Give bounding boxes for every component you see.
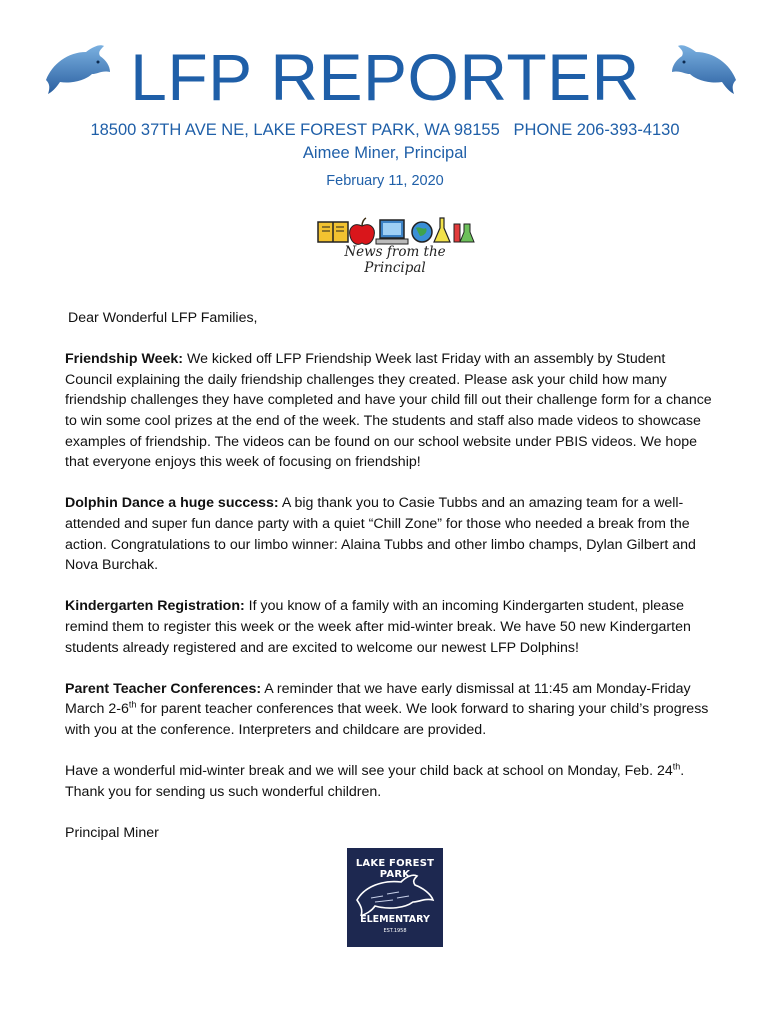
book-icon: [318, 222, 348, 242]
section-heading: Parent Teacher Conferences:: [65, 680, 262, 697]
section-friendship-week: [65, 349, 715, 473]
logo-est-text: EST.1958: [383, 928, 407, 934]
principal-name: Aimee Miner, Principal: [302, 144, 468, 162]
section-kindergarten-registration: [65, 596, 715, 658]
section-body: We kicked off LFP Friendship Week last Friday with an assembly by Student Council explaining the daily friendship challenges they created. Please ask your child how many friendship challenges they have completed and have your child fill out their challenge form for a chance to win some cool prizes at the end of the week. The students and staff also made videos to showcase examples of friendship. The videos can be found on our school website under PBIS videos. We hope that everyone enjoys this week of focusing on friendship!: [65, 351, 712, 471]
logo-bottom-text: ELEMENTARY: [360, 914, 430, 925]
globe-icon: [412, 222, 432, 242]
section-dolphin-dance: [65, 493, 715, 575]
logo-top-text: LAKE FOREST PARK: [355, 858, 435, 880]
ordinal-suffix: th: [128, 699, 137, 710]
section-body-cont: for parent teacher conferences that week. We look forward to sharing your child’s progress with you at the conference. Interpreters and childcare are provided.: [65, 701, 709, 738]
ordinal-suffix: th: [672, 761, 681, 772]
school-address: 18500 37TH AVE NE, LAKE FOREST PARK, WA 98155 PHONE 206-393-4130: [90, 121, 680, 139]
salutation: Dear Wonderful LFP Families,: [68, 310, 258, 326]
section-body: If you know of a family with an incoming Kindergarten student, please remind them to register this week or the week after mid-winter break. We have 50 new Kindergarten students already registered and are excited to welcome our newest LFP Dolphins!: [65, 598, 691, 656]
closing-text: Have a wonderful mid-winter break and we will see your child back at school on Monday, Feb. 24: [65, 763, 673, 780]
computer-icon: [376, 220, 408, 244]
section-body: A reminder that we have early dismissal at 11:45 am Monday-Friday March 2-6: [65, 680, 691, 718]
dolphin-icon: [353, 872, 437, 916]
closing-paragraph: [65, 761, 715, 802]
newsletter-title: LFP REPORTER: [130, 40, 640, 114]
signature: Principal Miner: [65, 824, 159, 841]
section-heading: Friendship Week:: [65, 351, 183, 368]
flask-icon: [434, 218, 474, 242]
section-body: A big thank you to Casie Tubbs and an amazing team for a well-attended and super fun dance party with a quiet “Chill Zone” for those who needed a break from the action. Congratulations to our limbo winner: Alaina Tubbs and other limbo champs, Dylan Gilbert and Nova Burchak.: [65, 495, 696, 574]
news-caption: News from the Principal: [344, 244, 446, 276]
section-heading: Kindergarten Registration:: [65, 598, 245, 615]
section-heading: Dolphin Dance a huge success:: [65, 495, 279, 512]
school-logo: [347, 848, 443, 947]
issue-date: February 11, 2020: [326, 173, 444, 189]
section-parent-teacher-conferences: [65, 679, 715, 741]
letter-body: [65, 308, 715, 864]
apple-icon: [350, 218, 375, 244]
closing-text-cont: . Thank you for sending us such wonderful children.: [65, 763, 685, 800]
